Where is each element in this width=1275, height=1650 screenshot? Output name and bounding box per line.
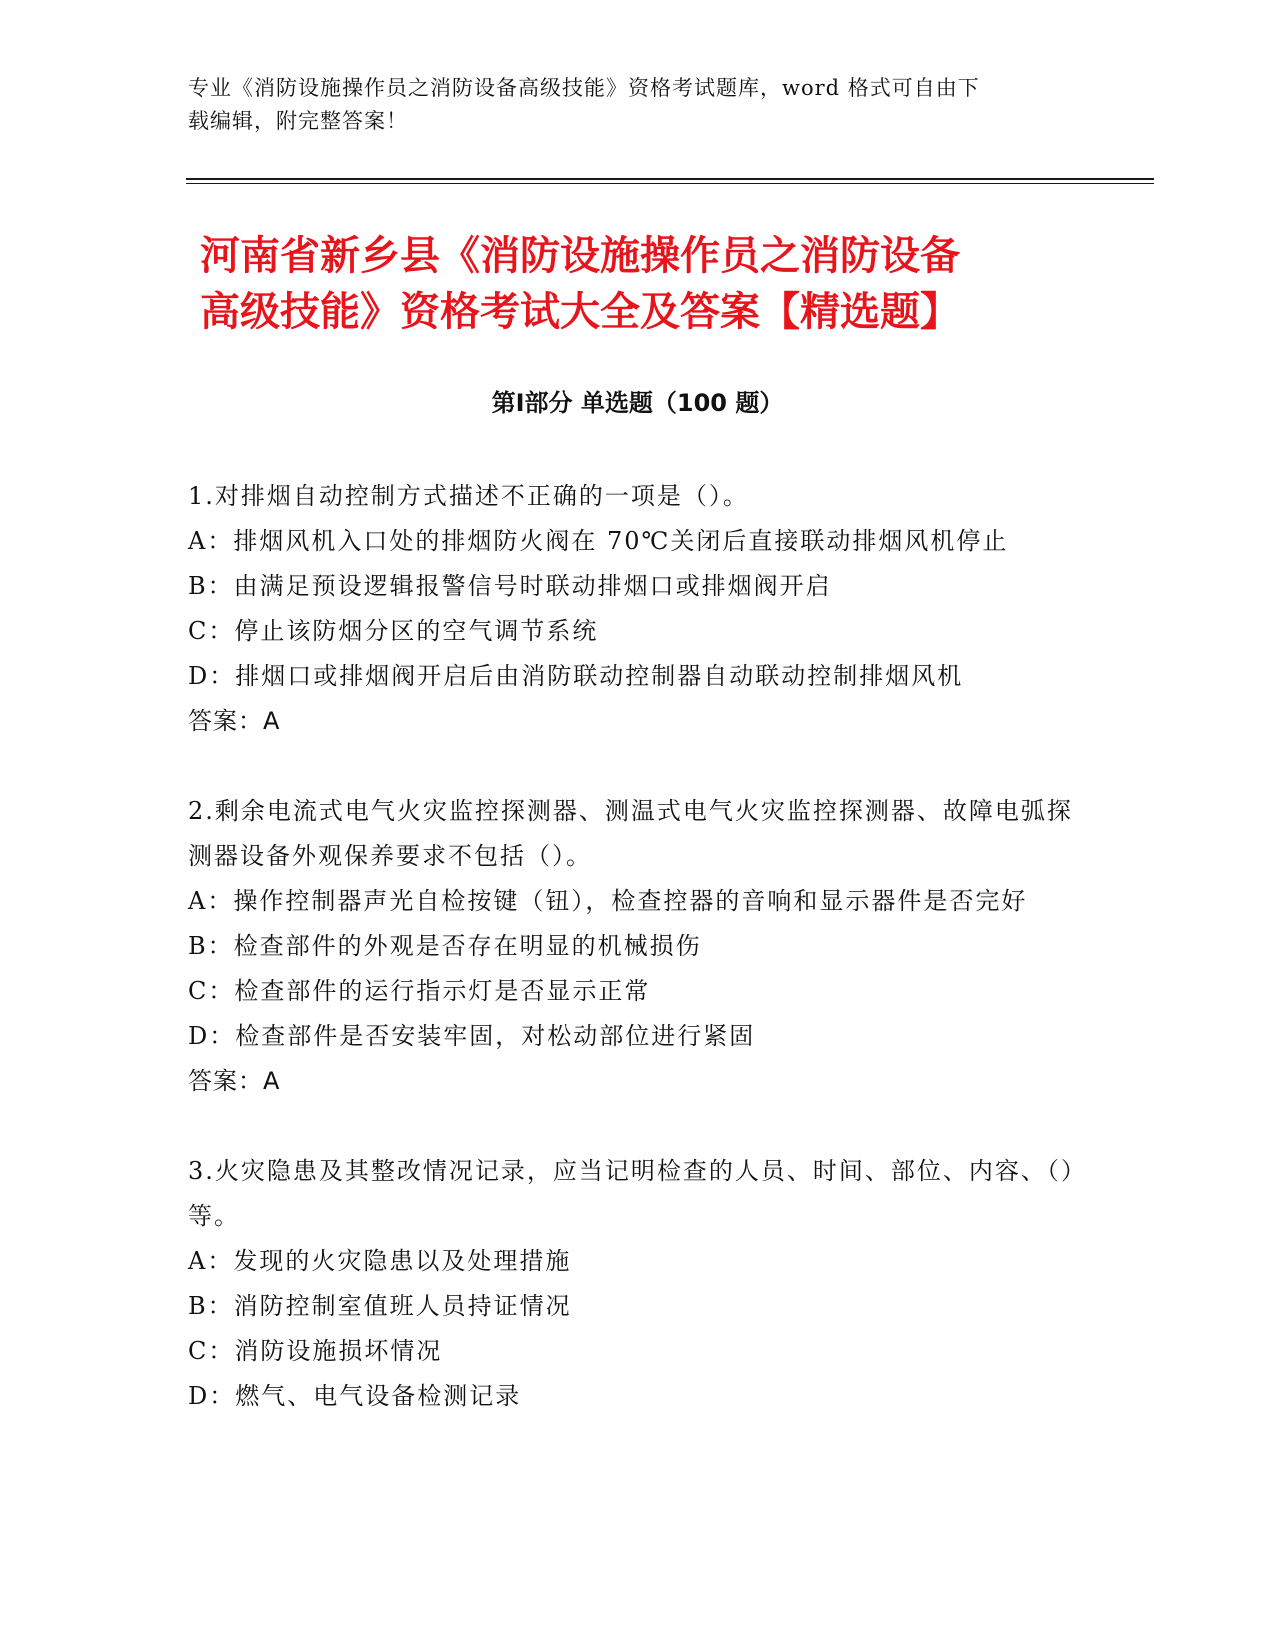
question-stem: 1.对排烟自动控制方式描述不正确的一项是（）。 [188,482,749,510]
question-stem: 2.剩余电流式电气火灾监控探测器、测温式电气火灾监控探测器、故障电弧探测器设备外观保养要求不包括（）。 [188,797,1073,870]
header-divider-thick [186,178,1154,180]
option-b: B：消防控制室值班人员持证情况 [188,1292,572,1320]
document-title-line-2: 高级技能》资格考试大全及答案【精选题】 [200,289,960,335]
document-title-line-1: 河南省新乡县《消防设施操作员之消防设备 [200,233,960,279]
option-c: C：检查部件的运行指示灯是否显示正常 [188,977,651,1005]
header-note [188,72,1068,138]
option-b: B：由满足预设逻辑报警信号时联动排烟口或排烟阀开启 [188,572,832,600]
option-d: D：燃气、电气设备检测记录 [188,1382,522,1410]
answer-line: 答案：A [188,707,281,735]
question-1 [188,474,1088,744]
header-note-line-2: 载编辑，附完整答案！ [188,109,408,133]
answer-line: 答案：A [188,1067,281,1095]
header-divider-thin [186,183,1154,184]
question-list [188,474,1088,1464]
header-note-line-1: 专业《消防设施操作员之消防设备高级技能》资格考试题库，word 格式可自由下 [188,76,980,100]
option-a: A：操作控制器声光自检按键（钮），检查控器的音响和显示器件是否完好 [188,887,1028,915]
option-a: A：发现的火灾隐患以及处理措施 [188,1247,572,1275]
option-c: C：消防设施损坏情况 [188,1337,443,1365]
question-2 [188,789,1088,1104]
question-stem: 3.火灾隐患及其整改情况记录，应当记明检查的人员、时间、部位、内容、（）等。 [188,1157,1087,1230]
option-c: C：停止该防烟分区的空气调节系统 [188,617,599,645]
section-heading: 第Ⅰ部分 单选题（100 题） [491,389,784,417]
document-title [200,228,1080,340]
option-a: A：排烟风机入口处的排烟防火阀在 70℃关闭后直接联动排烟风机停止 [188,527,1009,555]
option-d: D：检查部件是否安装牢固，对松动部位进行紧固 [188,1022,756,1050]
option-b: B：检查部件的外观是否存在明显的机械损伤 [188,932,702,960]
question-3 [188,1149,1088,1419]
option-d: D：排烟口或排烟阀开启后由消防联动控制器自动联动控制排烟风机 [188,662,964,690]
